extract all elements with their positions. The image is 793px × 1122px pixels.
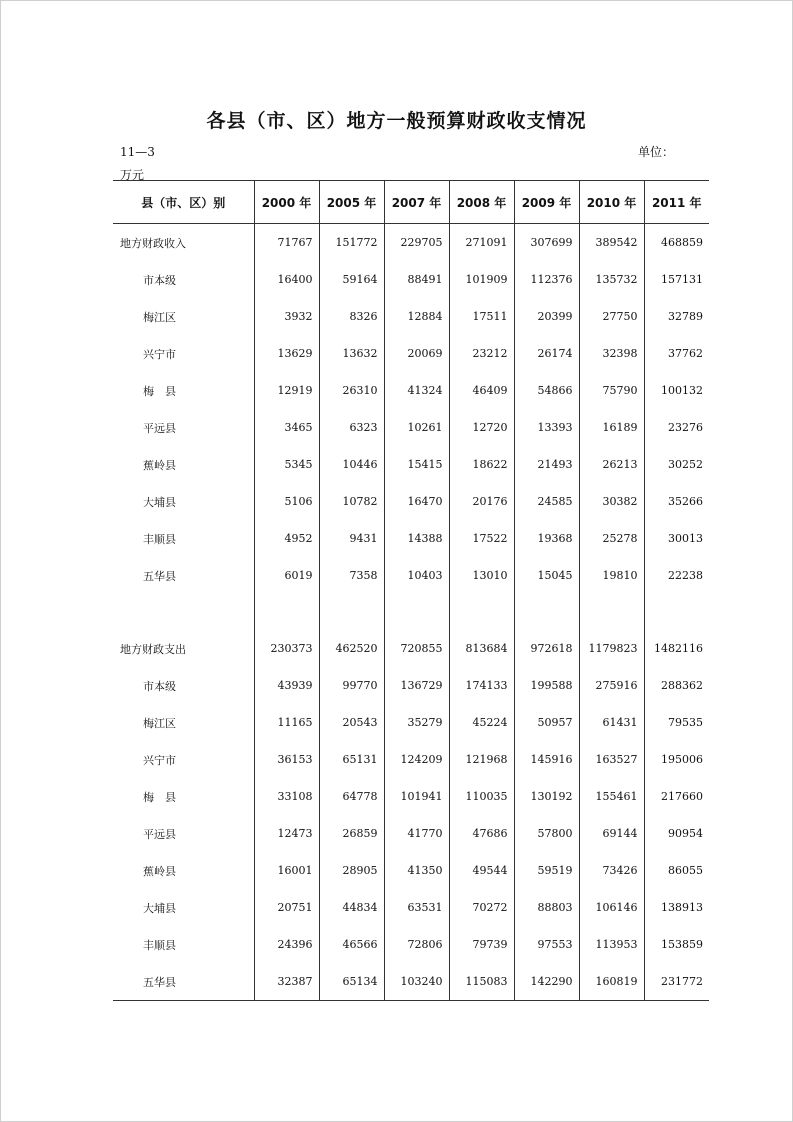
table-cell: 12884 [384, 298, 449, 335]
table-cell: 88491 [384, 261, 449, 298]
table-cell: 47686 [449, 815, 514, 852]
table-cell: 19368 [514, 520, 579, 557]
table-cell: 18622 [449, 446, 514, 483]
table-cell: 65131 [319, 741, 384, 778]
row-label: 蕉岭县 [143, 458, 176, 472]
table-cell: 11165 [254, 704, 319, 741]
row-label: 大埔县 [143, 495, 176, 509]
table-cell [579, 594, 644, 630]
table-cell: 100132 [644, 372, 709, 409]
table-cell: 3932 [254, 298, 319, 335]
table-body [113, 224, 709, 1001]
table-cell: 88803 [514, 889, 579, 926]
row-label: 丰顺县 [143, 532, 176, 546]
table-cell: 130192 [514, 778, 579, 815]
table-cell: 115083 [449, 963, 514, 1001]
table-cell [254, 594, 319, 630]
table-cell: 230373 [254, 630, 319, 667]
table-row [113, 446, 709, 483]
table-cell: 135732 [579, 261, 644, 298]
row-label: 兴宁市 [143, 347, 176, 361]
table-cell: 106146 [579, 889, 644, 926]
table-cell: 32398 [579, 335, 644, 372]
table-cell: 8326 [319, 298, 384, 335]
table-cell: 75790 [579, 372, 644, 409]
table-cell: 7358 [319, 557, 384, 594]
table-cell: 142290 [514, 963, 579, 1001]
table-cell: 50957 [514, 704, 579, 741]
row-label: 市本级 [143, 679, 176, 693]
table-cell: 15415 [384, 446, 449, 483]
table-cell: 112376 [514, 261, 579, 298]
table-cell: 79535 [644, 704, 709, 741]
table-cell [384, 594, 449, 630]
column-header: 2005 年 [319, 181, 384, 224]
table-cell: 10446 [319, 446, 384, 483]
column-header: 2000 年 [254, 181, 319, 224]
table-cell: 136729 [384, 667, 449, 704]
table-cell: 16189 [579, 409, 644, 446]
table-cell: 73426 [579, 852, 644, 889]
table-cell: 103240 [384, 963, 449, 1001]
table-row [113, 298, 709, 335]
table-cell: 138913 [644, 889, 709, 926]
table-cell: 64778 [319, 778, 384, 815]
table-cell: 44834 [319, 889, 384, 926]
table-cell: 163527 [579, 741, 644, 778]
table-cell: 3465 [254, 409, 319, 446]
table-cell: 10261 [384, 409, 449, 446]
table-number: 11—3 [120, 145, 155, 159]
table-cell: 13010 [449, 557, 514, 594]
table-cell: 16001 [254, 852, 319, 889]
table-cell: 124209 [384, 741, 449, 778]
table-cell: 97553 [514, 926, 579, 963]
table-cell: 13629 [254, 335, 319, 372]
column-header: 2011 年 [644, 181, 709, 224]
table-cell: 389542 [579, 224, 644, 262]
table-cell: 21493 [514, 446, 579, 483]
table-cell: 79739 [449, 926, 514, 963]
unit-label: 单位： [638, 145, 675, 159]
table-cell: 307699 [514, 224, 579, 262]
table-cell: 12473 [254, 815, 319, 852]
table-row [113, 483, 709, 520]
table-cell: 151772 [319, 224, 384, 262]
table-cell: 28905 [319, 852, 384, 889]
table-cell: 288362 [644, 667, 709, 704]
table-row [113, 889, 709, 926]
table-cell: 199588 [514, 667, 579, 704]
table-row [113, 815, 709, 852]
spacer-row [113, 594, 709, 630]
row-label: 平远县 [143, 421, 176, 435]
table-cell: 462520 [319, 630, 384, 667]
table-cell: 63531 [384, 889, 449, 926]
row-label: 兴宁市 [143, 753, 176, 767]
table-cell: 61431 [579, 704, 644, 741]
table-cell: 41350 [384, 852, 449, 889]
table-cell: 12720 [449, 409, 514, 446]
table-cell: 20751 [254, 889, 319, 926]
table-cell: 59164 [319, 261, 384, 298]
table-row [113, 778, 709, 815]
table-cell: 24396 [254, 926, 319, 963]
row-label: 梅江区 [143, 716, 176, 730]
table-cell: 90954 [644, 815, 709, 852]
table-cell: 72806 [384, 926, 449, 963]
table-cell: 6323 [319, 409, 384, 446]
table-cell: 65134 [319, 963, 384, 1001]
table-cell: 10782 [319, 483, 384, 520]
table-cell: 101941 [384, 778, 449, 815]
table-cell: 20176 [449, 483, 514, 520]
column-header: 2007 年 [384, 181, 449, 224]
row-label: 梅 县 [143, 790, 176, 804]
table-cell: 26174 [514, 335, 579, 372]
table-cell: 86055 [644, 852, 709, 889]
row-label: 五华县 [143, 569, 176, 583]
table-cell: 468859 [644, 224, 709, 262]
table-cell: 20069 [384, 335, 449, 372]
table-cell: 110035 [449, 778, 514, 815]
table-cell: 5106 [254, 483, 319, 520]
table-cell: 121968 [449, 741, 514, 778]
table-cell: 17522 [449, 520, 514, 557]
table-cell: 1482116 [644, 630, 709, 667]
table-cell: 22238 [644, 557, 709, 594]
row-label: 地方财政支出 [120, 642, 186, 656]
table-cell: 14388 [384, 520, 449, 557]
table-cell: 155461 [579, 778, 644, 815]
table-cell: 19810 [579, 557, 644, 594]
table-cell: 33108 [254, 778, 319, 815]
table-cell: 5345 [254, 446, 319, 483]
table-row [113, 261, 709, 298]
row-label: 丰顺县 [143, 938, 176, 952]
table-cell: 71767 [254, 224, 319, 262]
column-header: 2010 年 [579, 181, 644, 224]
table-cell: 217660 [644, 778, 709, 815]
table-cell: 27750 [579, 298, 644, 335]
table-cell: 30013 [644, 520, 709, 557]
table-cell: 20399 [514, 298, 579, 335]
row-label: 五华县 [113, 963, 254, 1001]
table-cell: 20543 [319, 704, 384, 741]
table-cell: 157131 [644, 261, 709, 298]
table-row [113, 926, 709, 963]
table-cell: 195006 [644, 741, 709, 778]
table-cell: 45224 [449, 704, 514, 741]
table-row [113, 741, 709, 778]
table-cell: 10403 [384, 557, 449, 594]
table-cell: 12919 [254, 372, 319, 409]
table-cell: 26213 [579, 446, 644, 483]
table-cell: 99770 [319, 667, 384, 704]
table-cell: 26310 [319, 372, 384, 409]
table-cell: 36153 [254, 741, 319, 778]
table-cell: 972618 [514, 630, 579, 667]
table-cell: 174133 [449, 667, 514, 704]
table-row [113, 852, 709, 889]
table-row [113, 335, 709, 372]
table-row [113, 963, 709, 1001]
table-cell: 23212 [449, 335, 514, 372]
row-label: 市本级 [143, 273, 176, 287]
table-cell: 24585 [514, 483, 579, 520]
table-cell: 17511 [449, 298, 514, 335]
table-row [113, 667, 709, 704]
table-row [113, 409, 709, 446]
table-cell: 813684 [449, 630, 514, 667]
table-cell: 145916 [514, 741, 579, 778]
row-label: 大埔县 [143, 901, 176, 915]
row-label: 蕉岭县 [143, 864, 176, 878]
table-cell: 32789 [644, 298, 709, 335]
table-cell: 37762 [644, 335, 709, 372]
table-cell: 9431 [319, 520, 384, 557]
table-cell: 101909 [449, 261, 514, 298]
table-cell: 41324 [384, 372, 449, 409]
table-cell: 30252 [644, 446, 709, 483]
table-cell: 271091 [449, 224, 514, 262]
table-cell: 32387 [254, 963, 319, 1001]
table-cell: 1179823 [579, 630, 644, 667]
table-cell: 69144 [579, 815, 644, 852]
unit-value: 万元 [120, 168, 145, 182]
header-row [113, 181, 709, 224]
table-cell: 15045 [514, 557, 579, 594]
table-cell: 43939 [254, 667, 319, 704]
table-cell [319, 594, 384, 630]
table-cell: 26859 [319, 815, 384, 852]
table-row [113, 704, 709, 741]
table-cell: 153859 [644, 926, 709, 963]
table-cell: 720855 [384, 630, 449, 667]
table-cell: 231772 [644, 963, 709, 1001]
table-cell: 25278 [579, 520, 644, 557]
group-row [113, 630, 709, 667]
table-row [113, 520, 709, 557]
row-label: 地方财政收入 [120, 236, 186, 250]
group-row [113, 224, 709, 262]
table-cell: 46409 [449, 372, 514, 409]
table-cell: 57800 [514, 815, 579, 852]
table-cell: 35266 [644, 483, 709, 520]
table-cell: 13632 [319, 335, 384, 372]
table-cell [449, 594, 514, 630]
row-label: 平远县 [143, 827, 176, 841]
column-header: 2009 年 [514, 181, 579, 224]
column-header: 2008 年 [449, 181, 514, 224]
finance-table [113, 180, 709, 1001]
table-cell: 113953 [579, 926, 644, 963]
row-label [113, 594, 254, 630]
table-cell: 49544 [449, 852, 514, 889]
table-cell: 13393 [514, 409, 579, 446]
page-title: 各县（市、区）地方一般预算财政收支情况 [206, 110, 587, 132]
table-cell: 16470 [384, 483, 449, 520]
table-cell: 229705 [384, 224, 449, 262]
row-label: 梅江区 [143, 310, 176, 324]
table-cell: 41770 [384, 815, 449, 852]
table-row [113, 372, 709, 409]
table-cell: 35279 [384, 704, 449, 741]
table-cell: 4952 [254, 520, 319, 557]
table-cell: 30382 [579, 483, 644, 520]
table-cell [644, 594, 709, 630]
table-cell: 70272 [449, 889, 514, 926]
table-cell: 46566 [319, 926, 384, 963]
table-cell: 54866 [514, 372, 579, 409]
table-cell: 59519 [514, 852, 579, 889]
table-cell: 16400 [254, 261, 319, 298]
row-label: 梅 县 [143, 384, 176, 398]
column-header: 县（市、区）别 [113, 181, 254, 224]
table-cell: 275916 [579, 667, 644, 704]
table-cell: 160819 [579, 963, 644, 1001]
table-cell: 6019 [254, 557, 319, 594]
table-cell: 23276 [644, 409, 709, 446]
table-row [113, 557, 709, 594]
table-cell [514, 594, 579, 630]
